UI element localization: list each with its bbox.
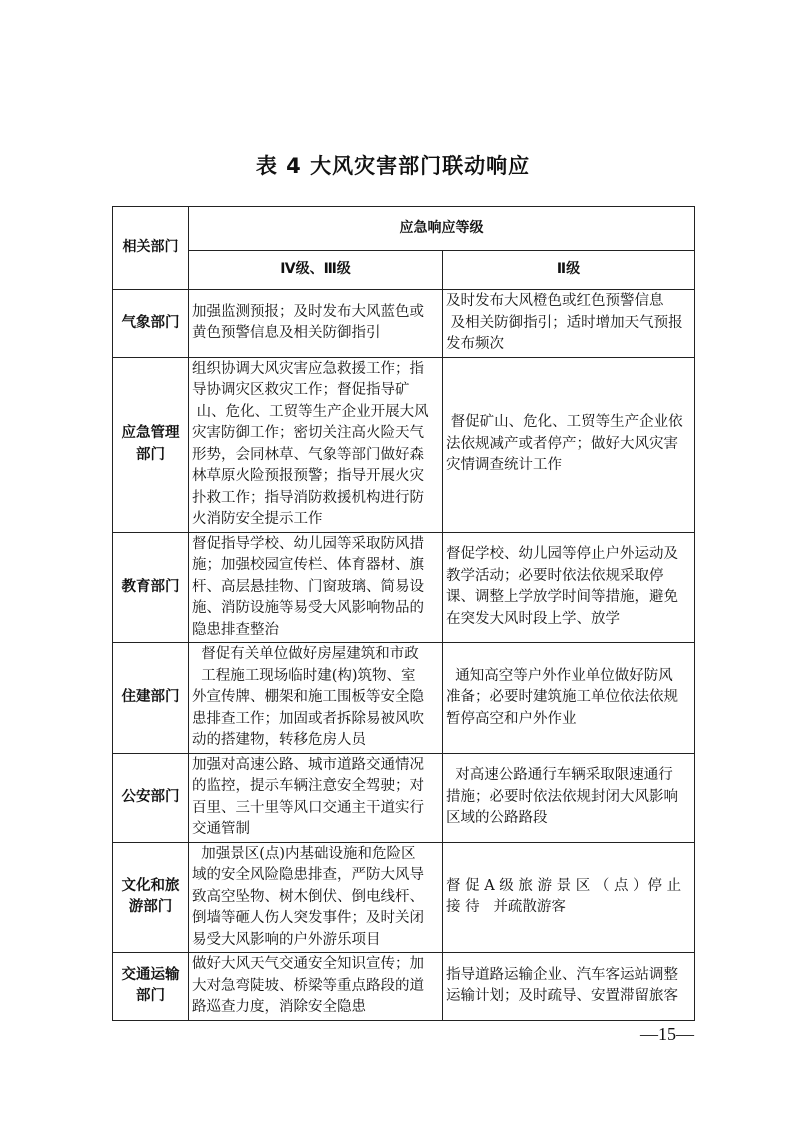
text-line: 住建部门 (121, 689, 180, 705)
text-line: 林草原火险预报预警；指导开展火灾 (192, 468, 424, 484)
text-line: 大对急弯陡坡、桥梁等重点路段的道 (192, 977, 424, 994)
level-4-3-cell (189, 842, 443, 953)
text-line: 交通管制 (192, 821, 250, 837)
dept-cell (113, 953, 189, 1021)
level-2-cell (443, 842, 695, 953)
header-dept: 相关部门 (113, 207, 189, 290)
level-4-3-cell (189, 753, 443, 842)
text-line: 措施；必要时依法依规封闭大风影响 (446, 788, 678, 805)
text-line: 教学活动；必要时依法依规采取停 (446, 567, 664, 584)
text-line: 部门 (136, 446, 165, 463)
text-line: 加强景区(点)内基础设施和危险区 (192, 845, 416, 862)
table-row (113, 753, 695, 842)
text-line: 准备；必要时建筑施工单位依法依规 (446, 689, 678, 705)
dept-cell (113, 532, 189, 643)
dept-cell (113, 357, 189, 532)
text-line: 隐患排查整治 (192, 621, 279, 638)
text-line: 教育部门 (121, 578, 180, 595)
dept-cell (113, 290, 189, 358)
text-line: 火消防安全提示工作 (192, 511, 323, 527)
level-2-cell (443, 357, 695, 532)
header-level-group: 应急响应等级 (189, 207, 695, 251)
table-row (113, 953, 695, 1021)
level-4-3-cell (189, 357, 443, 532)
table-row (113, 532, 695, 643)
text-line: 应急管理 (121, 425, 180, 441)
text-line: 加强对高速公路、城市道路交通情况 (192, 756, 424, 773)
text-line: 组织协调大风灾害应急救援工作；指 (192, 360, 424, 377)
text-line: 文化和旅 (121, 877, 180, 894)
level-2-cell (443, 532, 695, 643)
table-row (113, 290, 695, 358)
text-line: 加强监测预报；及时发布大风蓝色或 (192, 303, 424, 320)
level-2-cell (443, 953, 695, 1021)
text-line: 患排查工作；加固或者拆除易被风吹 (192, 710, 424, 727)
text-line: 工程施工现场临时建(构)筑物、室 (192, 667, 416, 684)
text-line: 百里、三十里等风口交通主干道实行 (192, 799, 424, 816)
text-line: 气象部门 (121, 314, 180, 331)
text-line: 山、危化、工贸等生产企业开展大风 (192, 403, 429, 420)
header-level-4-3: Ⅳ级、Ⅲ级 (189, 251, 443, 290)
text-line: 扑救工作；指导消防救援机构进行防 (192, 489, 424, 506)
text-line: 部门 (136, 988, 165, 1005)
text-line: 及时发布大风橙色或红色预警信息 (446, 293, 664, 309)
linkage-response-table (112, 206, 695, 1021)
level-2-cell (443, 753, 695, 842)
text-line: 区域的公路路段 (446, 810, 548, 827)
text-line: 督 促 A 级 旅 游 景 区 （ 点 ）停 止 (446, 877, 682, 894)
text-line: 致高空坠物、树木倒伏、倒电线杆、 (192, 888, 424, 905)
text-line: 施、消防设施等易受大风影响物品的 (192, 600, 424, 616)
level-4-3-cell (189, 953, 443, 1021)
text-line: 督促矿山、危化、工贸等生产企业依 (446, 414, 683, 431)
text-line: 对高速公路通行车辆采取限速通行 (446, 767, 673, 784)
text-line: 课、调整上学放学时间等措施，避免 (446, 589, 678, 606)
text-line: 及相关防御指引；适时增加天气预报 (446, 314, 683, 331)
level-4-3-cell (189, 532, 443, 643)
dept-cell (113, 842, 189, 953)
text-line: 发布频次 (446, 336, 504, 352)
text-line: 督促学校、幼儿园等停止户外运动及 (446, 546, 678, 563)
dept-cell (113, 643, 189, 754)
header-level-2: Ⅱ级 (443, 251, 695, 290)
header-row-1 (113, 207, 695, 251)
table-row (113, 842, 695, 953)
text-line: 指导道路运输企业、汽车客运站调整 (446, 966, 678, 983)
text-line: 杆、高层悬挂物、门窗玻璃、简易设 (192, 578, 424, 595)
text-line: 倒墙等砸人伤人突发事件；及时关闭 (192, 910, 424, 926)
level-2-cell (443, 290, 695, 358)
text-line: 动的搭建物，转移危房人员 (192, 732, 366, 748)
header-row-2 (113, 251, 695, 290)
text-line: 通知高空等户外作业单位做好防风 (446, 667, 673, 684)
text-line: 灾害防御工作；密切关注高火险天气 (192, 425, 424, 441)
text-line: 外宣传牌、棚架和施工围板等安全隐 (192, 689, 424, 705)
text-line: 易受大风影响的户外游乐项目 (192, 931, 381, 948)
text-line: 的监控，提示车辆注意安全驾驶；对 (192, 778, 424, 794)
text-line: 交通运输 (121, 966, 180, 983)
text-line: 督促指导学校、幼儿园等采取防风措 (192, 535, 424, 552)
text-line: 运输计划；及时疏导、安置滞留旅客 (446, 988, 678, 1005)
page-number: —15— (640, 1024, 694, 1044)
level-4-3-cell (189, 643, 443, 754)
text-line: 暂停高空和户外作业 (446, 710, 577, 727)
level-4-3-cell (189, 290, 443, 358)
text-line: 施；加强校园宣传栏、体育器材、旗 (192, 557, 424, 573)
text-line: 督促有关单位做好房屋建筑和市政 (192, 646, 419, 662)
text-line: 做好大风天气交通安全知识宣传；加 (192, 956, 424, 972)
text-line: 灾情调查统计工作 (446, 457, 562, 474)
table-row (113, 643, 695, 754)
text-line: 形势，会同林草、气象等部门做好森 (192, 446, 424, 463)
text-line: 游部门 (128, 899, 173, 916)
text-line: 接 待 并疏散游客 (446, 899, 566, 916)
table-row (113, 357, 695, 532)
text-line: 域的安全风险隐患排查，严防大风导 (192, 867, 424, 883)
text-line: 法依规减产或者停产；做好大风灾害 (446, 435, 678, 452)
level-2-cell (443, 643, 695, 754)
text-line: 黄色预警信息及相关防御指引 (192, 325, 381, 342)
text-line: 导协调灾区救灾工作；督促指导矿 (192, 382, 410, 398)
text-line: 在突发大风时段上学、放学 (446, 610, 620, 627)
dept-cell (113, 753, 189, 842)
text-line: 公安部门 (121, 788, 180, 805)
table-title: 表 4 大风灾害部门联动响应 (255, 154, 531, 178)
text-line: 路巡查力度，消除安全隐患 (192, 999, 366, 1015)
